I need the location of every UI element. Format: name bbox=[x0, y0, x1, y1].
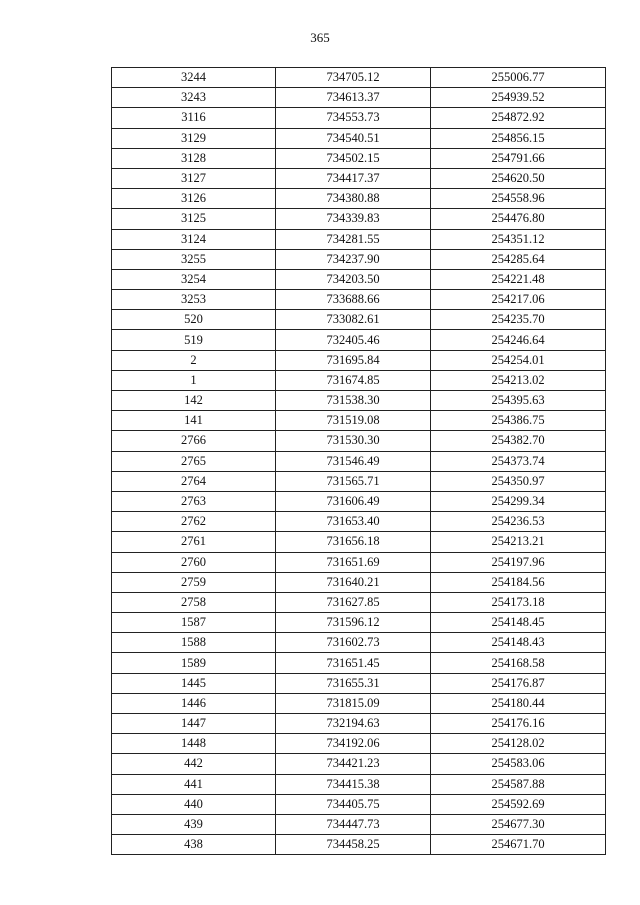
y-coordinate-cell: 254386.75 bbox=[431, 411, 606, 431]
table-row bbox=[112, 794, 606, 814]
x-coordinate-cell: 734203.50 bbox=[276, 269, 431, 289]
point-number-cell: 2759 bbox=[112, 572, 276, 592]
table-row bbox=[112, 451, 606, 471]
point-number-cell: 1448 bbox=[112, 734, 276, 754]
point-number-cell: 2764 bbox=[112, 471, 276, 491]
table-row bbox=[112, 229, 606, 249]
table-row bbox=[112, 714, 606, 734]
table-row bbox=[112, 88, 606, 108]
coordinates-table bbox=[111, 67, 606, 855]
y-coordinate-cell: 254176.87 bbox=[431, 673, 606, 693]
point-number-cell: 1 bbox=[112, 370, 276, 390]
point-number-cell: 442 bbox=[112, 754, 276, 774]
table-row bbox=[112, 471, 606, 491]
point-number-cell: 3125 bbox=[112, 209, 276, 229]
table-row bbox=[112, 734, 606, 754]
point-number-cell: 439 bbox=[112, 814, 276, 834]
point-number-cell: 3244 bbox=[112, 68, 276, 88]
table-row bbox=[112, 754, 606, 774]
x-coordinate-cell: 733688.66 bbox=[276, 290, 431, 310]
y-coordinate-cell: 254395.63 bbox=[431, 391, 606, 411]
table-row bbox=[112, 552, 606, 572]
table-row bbox=[112, 108, 606, 128]
x-coordinate-cell: 734613.37 bbox=[276, 88, 431, 108]
y-coordinate-cell: 254791.66 bbox=[431, 148, 606, 168]
y-coordinate-cell: 254235.70 bbox=[431, 310, 606, 330]
x-coordinate-cell: 734447.73 bbox=[276, 814, 431, 834]
x-coordinate-cell: 731606.49 bbox=[276, 491, 431, 511]
x-coordinate-cell: 734415.38 bbox=[276, 774, 431, 794]
point-number-cell: 2761 bbox=[112, 532, 276, 552]
x-coordinate-cell: 731651.69 bbox=[276, 552, 431, 572]
y-coordinate-cell: 254373.74 bbox=[431, 451, 606, 471]
table-row bbox=[112, 693, 606, 713]
point-number-cell: 2758 bbox=[112, 592, 276, 612]
point-number-cell: 3127 bbox=[112, 168, 276, 188]
point-number-cell: 1447 bbox=[112, 714, 276, 734]
table-row bbox=[112, 128, 606, 148]
table-row bbox=[112, 532, 606, 552]
x-coordinate-cell: 731565.71 bbox=[276, 471, 431, 491]
table-row bbox=[112, 613, 606, 633]
y-coordinate-cell: 254285.64 bbox=[431, 249, 606, 269]
x-coordinate-cell: 733082.61 bbox=[276, 310, 431, 330]
table-row bbox=[112, 592, 606, 612]
y-coordinate-cell: 254351.12 bbox=[431, 229, 606, 249]
y-coordinate-cell: 254184.56 bbox=[431, 572, 606, 592]
y-coordinate-cell: 254856.15 bbox=[431, 128, 606, 148]
point-number-cell: 3255 bbox=[112, 249, 276, 269]
x-coordinate-cell: 731530.30 bbox=[276, 431, 431, 451]
x-coordinate-cell: 734553.73 bbox=[276, 108, 431, 128]
y-coordinate-cell: 254620.50 bbox=[431, 168, 606, 188]
point-number-cell: 520 bbox=[112, 310, 276, 330]
table-row bbox=[112, 673, 606, 693]
y-coordinate-cell: 254148.45 bbox=[431, 613, 606, 633]
point-number-cell: 1589 bbox=[112, 653, 276, 673]
x-coordinate-cell: 734405.75 bbox=[276, 794, 431, 814]
y-coordinate-cell: 254197.96 bbox=[431, 552, 606, 572]
point-number-cell: 3128 bbox=[112, 148, 276, 168]
point-number-cell: 3253 bbox=[112, 290, 276, 310]
point-number-cell: 2766 bbox=[112, 431, 276, 451]
x-coordinate-cell: 731538.30 bbox=[276, 391, 431, 411]
point-number-cell: 441 bbox=[112, 774, 276, 794]
x-coordinate-cell: 734705.12 bbox=[276, 68, 431, 88]
table-row bbox=[112, 68, 606, 88]
x-coordinate-cell: 731815.09 bbox=[276, 693, 431, 713]
table-row bbox=[112, 814, 606, 834]
point-number-cell: 438 bbox=[112, 835, 276, 855]
page-number: 365 bbox=[310, 30, 330, 45]
x-coordinate-cell: 734192.06 bbox=[276, 734, 431, 754]
y-coordinate-cell: 254254.01 bbox=[431, 350, 606, 370]
x-coordinate-cell: 731602.73 bbox=[276, 633, 431, 653]
point-number-cell: 2 bbox=[112, 350, 276, 370]
point-number-cell: 1446 bbox=[112, 693, 276, 713]
point-number-cell: 2760 bbox=[112, 552, 276, 572]
y-coordinate-cell: 254299.34 bbox=[431, 491, 606, 511]
x-coordinate-cell: 731640.21 bbox=[276, 572, 431, 592]
table-row bbox=[112, 391, 606, 411]
table-row bbox=[112, 633, 606, 653]
y-coordinate-cell: 254213.02 bbox=[431, 370, 606, 390]
table-row bbox=[112, 168, 606, 188]
x-coordinate-cell: 731627.85 bbox=[276, 592, 431, 612]
table-row bbox=[112, 572, 606, 592]
table-row bbox=[112, 310, 606, 330]
point-number-cell: 440 bbox=[112, 794, 276, 814]
y-coordinate-cell: 254221.48 bbox=[431, 269, 606, 289]
x-coordinate-cell: 734502.15 bbox=[276, 148, 431, 168]
y-coordinate-cell: 254592.69 bbox=[431, 794, 606, 814]
point-number-cell: 1587 bbox=[112, 613, 276, 633]
table-row bbox=[112, 249, 606, 269]
y-coordinate-cell: 254587.88 bbox=[431, 774, 606, 794]
y-coordinate-cell: 254168.58 bbox=[431, 653, 606, 673]
table-row bbox=[112, 411, 606, 431]
y-coordinate-cell: 254148.43 bbox=[431, 633, 606, 653]
point-number-cell: 2765 bbox=[112, 451, 276, 471]
y-coordinate-cell: 254213.21 bbox=[431, 532, 606, 552]
x-coordinate-cell: 734417.37 bbox=[276, 168, 431, 188]
y-coordinate-cell: 254677.30 bbox=[431, 814, 606, 834]
point-number-cell: 3116 bbox=[112, 108, 276, 128]
table-row bbox=[112, 269, 606, 289]
table-row bbox=[112, 290, 606, 310]
y-coordinate-cell: 254180.44 bbox=[431, 693, 606, 713]
point-number-cell: 1588 bbox=[112, 633, 276, 653]
table-row bbox=[112, 835, 606, 855]
y-coordinate-cell: 254476.80 bbox=[431, 209, 606, 229]
y-coordinate-cell: 254583.06 bbox=[431, 754, 606, 774]
x-coordinate-cell: 732405.46 bbox=[276, 330, 431, 350]
table-row bbox=[112, 148, 606, 168]
x-coordinate-cell: 731651.45 bbox=[276, 653, 431, 673]
table-row bbox=[112, 350, 606, 370]
x-coordinate-cell: 731655.31 bbox=[276, 673, 431, 693]
point-number-cell: 3129 bbox=[112, 128, 276, 148]
point-number-cell: 3124 bbox=[112, 229, 276, 249]
table-body bbox=[112, 68, 606, 855]
table-row bbox=[112, 653, 606, 673]
point-number-cell: 1445 bbox=[112, 673, 276, 693]
point-number-cell: 519 bbox=[112, 330, 276, 350]
table-row bbox=[112, 370, 606, 390]
x-coordinate-cell: 734380.88 bbox=[276, 189, 431, 209]
table-row bbox=[112, 491, 606, 511]
x-coordinate-cell: 734237.90 bbox=[276, 249, 431, 269]
y-coordinate-cell: 254939.52 bbox=[431, 88, 606, 108]
x-coordinate-cell: 731519.08 bbox=[276, 411, 431, 431]
y-coordinate-cell: 254173.18 bbox=[431, 592, 606, 612]
y-coordinate-cell: 254671.70 bbox=[431, 835, 606, 855]
point-number-cell: 3243 bbox=[112, 88, 276, 108]
y-coordinate-cell: 254236.53 bbox=[431, 512, 606, 532]
table-row bbox=[112, 189, 606, 209]
y-coordinate-cell: 254872.92 bbox=[431, 108, 606, 128]
x-coordinate-cell: 731695.84 bbox=[276, 350, 431, 370]
x-coordinate-cell: 734540.51 bbox=[276, 128, 431, 148]
y-coordinate-cell: 254217.06 bbox=[431, 290, 606, 310]
x-coordinate-cell: 734458.25 bbox=[276, 835, 431, 855]
x-coordinate-cell: 734281.55 bbox=[276, 229, 431, 249]
x-coordinate-cell: 731656.18 bbox=[276, 532, 431, 552]
y-coordinate-cell: 254176.16 bbox=[431, 714, 606, 734]
point-number-cell: 3126 bbox=[112, 189, 276, 209]
point-number-cell: 2762 bbox=[112, 512, 276, 532]
point-number-cell: 142 bbox=[112, 391, 276, 411]
x-coordinate-cell: 734421.23 bbox=[276, 754, 431, 774]
y-coordinate-cell: 254350.97 bbox=[431, 471, 606, 491]
table-row bbox=[112, 209, 606, 229]
y-coordinate-cell: 254246.64 bbox=[431, 330, 606, 350]
y-coordinate-cell: 255006.77 bbox=[431, 68, 606, 88]
point-number-cell: 2763 bbox=[112, 491, 276, 511]
x-coordinate-cell: 731596.12 bbox=[276, 613, 431, 633]
x-coordinate-cell: 732194.63 bbox=[276, 714, 431, 734]
x-coordinate-cell: 731653.40 bbox=[276, 512, 431, 532]
x-coordinate-cell: 734339.83 bbox=[276, 209, 431, 229]
point-number-cell: 141 bbox=[112, 411, 276, 431]
table-row bbox=[112, 431, 606, 451]
x-coordinate-cell: 731674.85 bbox=[276, 370, 431, 390]
y-coordinate-cell: 254128.02 bbox=[431, 734, 606, 754]
point-number-cell: 3254 bbox=[112, 269, 276, 289]
y-coordinate-cell: 254558.96 bbox=[431, 189, 606, 209]
y-coordinate-cell: 254382.70 bbox=[431, 431, 606, 451]
table-row bbox=[112, 330, 606, 350]
x-coordinate-cell: 731546.49 bbox=[276, 451, 431, 471]
table-row bbox=[112, 512, 606, 532]
table-row bbox=[112, 774, 606, 794]
